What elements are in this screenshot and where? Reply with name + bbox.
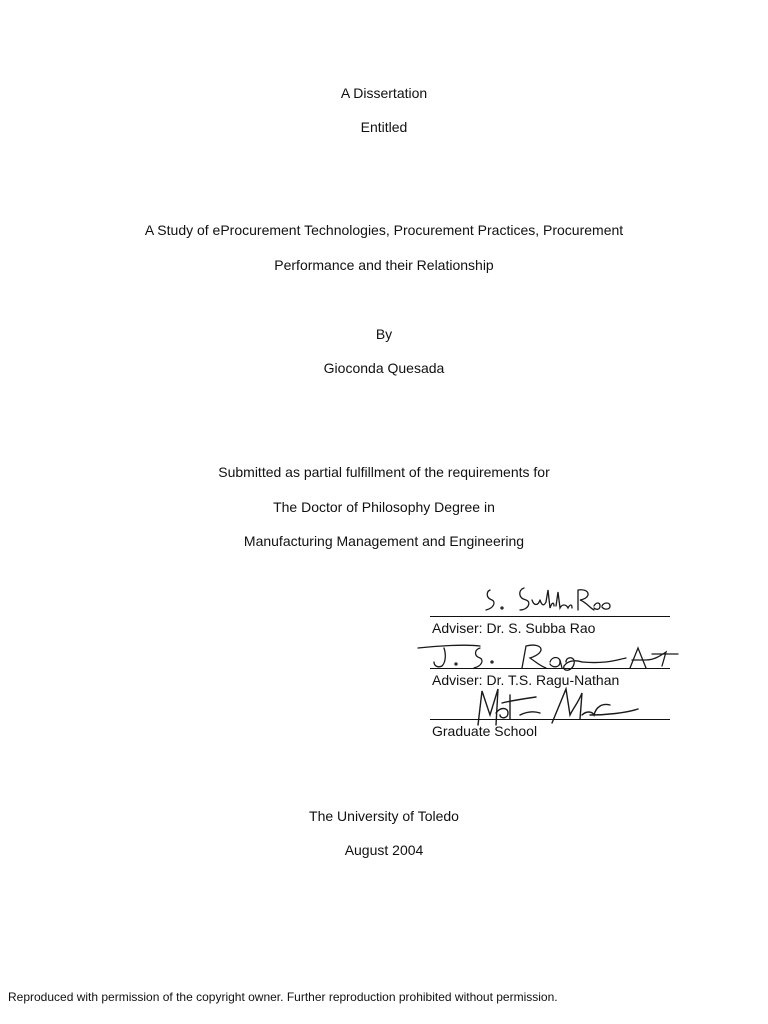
adviser-2-label: Adviser: Dr. T.S. Ragu-Nathan bbox=[432, 672, 620, 688]
submission-line-1: Submitted as partial fulfillment of the requirements for bbox=[218, 464, 550, 480]
signature-line-3 bbox=[430, 719, 670, 720]
by-label: By bbox=[375, 326, 393, 342]
title-line-1: A Study of eProcurement Technologies, Procurement Practices, Procurement bbox=[144, 222, 624, 238]
signature-line-2 bbox=[430, 668, 670, 669]
signature-line-1 bbox=[430, 616, 670, 617]
signature-ragu-nathan-image bbox=[416, 638, 686, 672]
author-name: Gioconda Quesada bbox=[323, 360, 445, 376]
entitled-label: Entitled bbox=[360, 119, 408, 135]
copyright-notice: Reproduced with permission of the copyright owner. Further reproduction prohibited without permission. bbox=[8, 990, 558, 1004]
document-type: A Dissertation bbox=[340, 85, 428, 101]
title-line-2: Performance and their Relationship bbox=[274, 257, 494, 273]
university-name: The University of Toledo bbox=[309, 808, 459, 824]
graduate-school-label: Graduate School bbox=[432, 723, 538, 739]
submission-line-3: Manufacturing Management and Engineering bbox=[243, 533, 525, 549]
submission-line-2: The Doctor of Philosophy Degree in bbox=[273, 499, 495, 515]
adviser-1-label: Adviser: Dr. S. Subba Rao bbox=[432, 620, 596, 636]
submission-date: August 2004 bbox=[344, 842, 424, 858]
signature-subba-rao-image bbox=[480, 580, 620, 616]
